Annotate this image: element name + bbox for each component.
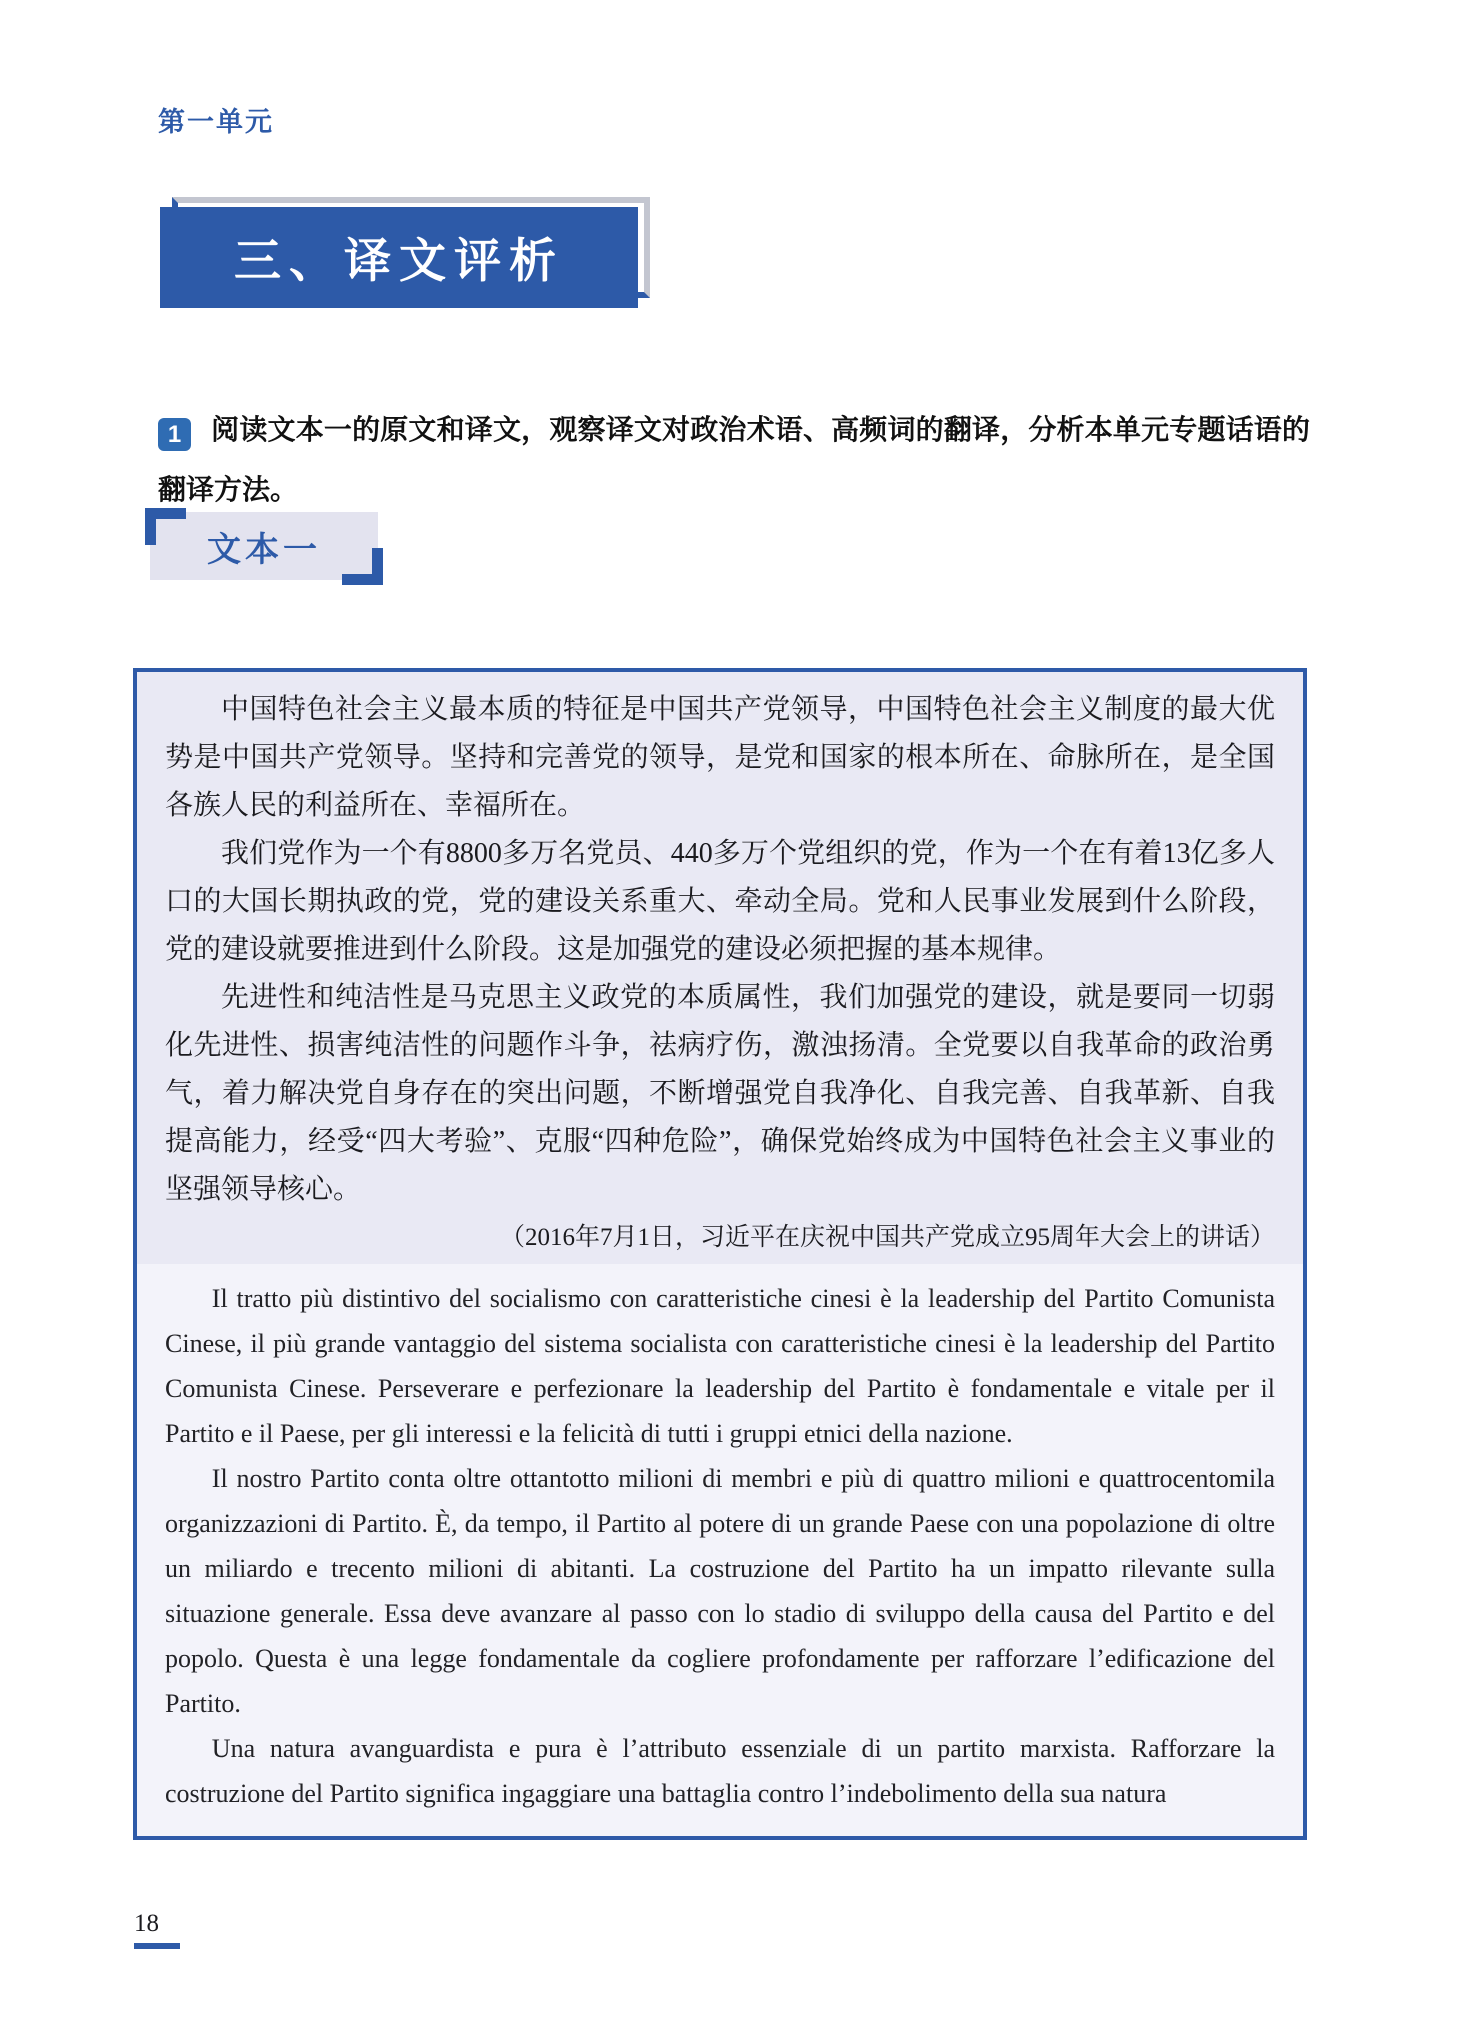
instruction-paragraph [158,400,1310,520]
corner-bracket-top-left-icon [145,508,186,545]
page-number-rule [134,1943,180,1949]
chinese-source-section [137,672,1303,1264]
text-one-label-box [150,512,378,580]
page-number [134,1910,180,1949]
instruction-text: 阅读文本一的原文和译文，观察译文对政治术语、高频词的翻译，分析本单元专题话语的翻译方法。 [158,414,1310,505]
it-paragraph-3: Una natura avanguardista e pura è l’attributo essenziale di un partito marxista. Rafforzare la costruzione del Partito significa ingaggiare una battaglia contro l’indebolimento della sua natura [165,1734,1275,1808]
cn-paragraph-3: 先进性和纯洁性是马克思主义政党的本质属性，我们加强党的建设，就是要同一切弱化先进性、损害纯洁性的问题作斗争，祛病疗伤，激浊扬清。全党要以自我革命的政治勇气，着力解决党自身存在的突出问题，不断增强党自我净化、自我完善、自我革新、自我提高能力，经受“四大考验”、克服“四种危险”，确保党始终成为中国特色社会主义事业的坚强领导核心。 [165,982,1275,1205]
italian-translation-section [137,1264,1303,1836]
it-paragraph-1: Il tratto più distintivo del socialismo con caratteristiche cinesi è la leadership del Partito Comunista Cinese, il più grande vantaggio del sistema socialista con caratteristiche cinesi è la leadership del Partito Comunista Cinese. Perseverare e perfezionare la leadership del Partito è fondamentale e vitale per il Partito e il Paese, per gli interessi e la felicità di tutti i gruppi etnici della nazione. [165,1284,1275,1448]
source-attribution: （2016年7月1日，习近平在庆祝中国共产党成立95周年大会上的讲话） [499,1224,1275,1251]
instruction-number-badge: 1 [158,418,191,451]
cn-paragraph-1: 中国特色社会主义最本质的特征是中国共产党领导，中国特色社会主义制度的最大优势是中国共产党领导。坚持和完善党的领导，是党和国家的根本所在、命脉所在，是全国各族人民的利益所在、幸福所在。 [165,694,1275,821]
page-number-value: 18 [134,1910,159,1937]
section-banner-inner [160,207,638,308]
section-title: 三、译文评析 [234,236,564,288]
section-banner [160,207,638,308]
cn-paragraph-2: 我们党作为一个有8800多万名党员、440多万个党组织的党，作为一个在有着13亿多人口的大国长期执政的党，党的建设关系重大、牵动全局。党和人民事业发展到什么阶段，党的建设就要推进到什么阶段。这是加强党的建设必须把握的基本规律。 [165,838,1275,965]
it-paragraph-2: Il nostro Partito conta oltre ottantotto milioni di membri e più di quattro milioni e quattrocentomila organizzazioni di Partito. È, da tempo, il Partito al potere di un grande Paese con una popolazione di oltre un miliardo e trecento milioni di abitanti. La costruzione del Partito ha un impatto rilevante sulla situazione generale. Essa deve avanzare al passo con lo stadio di sviluppo della causa del Partito e del popolo. Questa è una legge fondamentale da cogliere profondamente per rafforzare l’edificazione del Partito. [165,1464,1275,1718]
corner-bracket-bottom-right-icon [342,548,383,585]
bilingual-text-box [133,668,1307,1840]
text-one-title: 文本一 [207,530,321,569]
unit-header: 第一单元 [158,107,274,137]
